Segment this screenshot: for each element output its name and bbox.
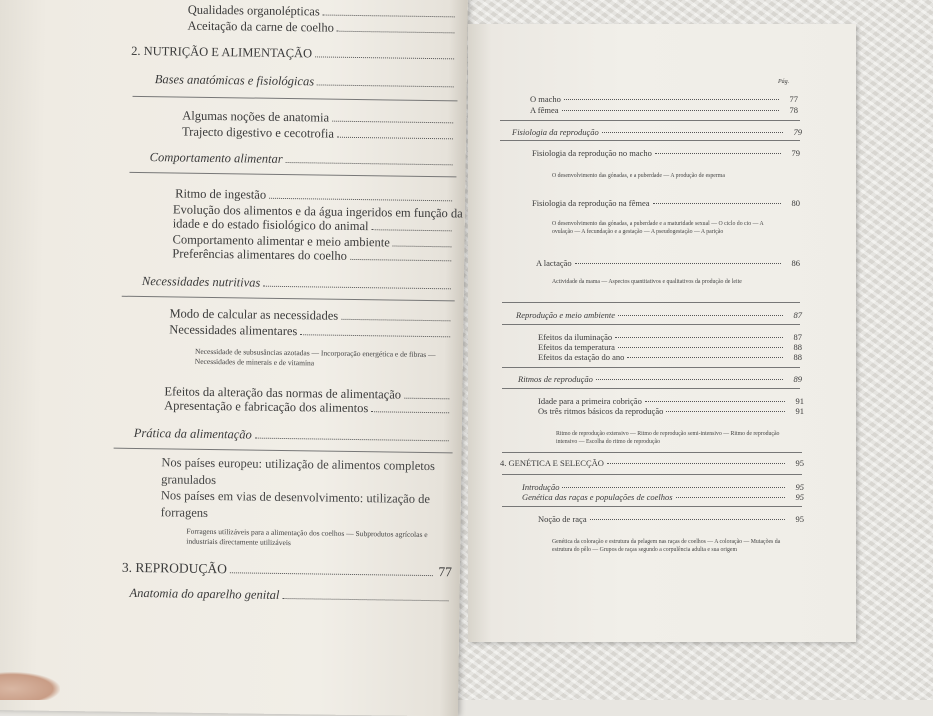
toc-entry: Fisiologia da reprodução na fêmea 80 (532, 198, 800, 208)
toc-entry: Efeitos da temperatura 88 (538, 342, 802, 352)
toc-line: Evolução dos alimentos e da água ingeridos em função da (172, 202, 463, 221)
toc-line: Algumas noções de anatomia (182, 109, 456, 128)
toc-entry: Fisiologia da reprodução no macho 79 (532, 148, 800, 158)
toc-subtopics: O desenvolvimento das gónadas, a puberdade e a maturidade sexual — O ciclo do cio — A ovulação — A fecundação e a gestação — A pseudogestação — A parição (552, 221, 764, 235)
toc-line: Comportamento alimentar e meio ambiente (172, 232, 454, 251)
toc-section: Introdução 95 (522, 482, 804, 492)
toc-subtopics: Genética da coloração e estrutura da pelagem nas raças de coelhos — A coloração — Mutações da estrutura do pêlo — Grupos de raças segundo a corpulência adulta e sua origem (552, 539, 781, 553)
thumb (0, 672, 60, 700)
toc-section: Comportamento alimentar (150, 150, 456, 169)
toc-line: Preferências alimentares do coelho (172, 246, 454, 265)
toc-line: Qualidades organolépticas (188, 3, 458, 22)
toc-entry: A fêmea 78 (530, 105, 798, 115)
toc-entry: Efeitos da iluminação 87 (538, 332, 802, 342)
toc-subtopics: Necessidade de subsusâncias azotadas — Incorporação energética e de fibras — Necessidades de minerais e de vitamina (194, 346, 436, 368)
toc-chapter: 2. NUTRIÇÃO E ALIMENTAÇÃO (131, 44, 457, 64)
toc-section: Anatomia do aparelho genital (129, 586, 451, 605)
toc-section: Prática da alimentação (134, 426, 452, 445)
toc-subtopics: Forragens utilizáveis para a alimentação dos coelhos — Subprodutos agrícolas e industriais directamente utilizáveis (186, 526, 428, 548)
toc-subtopics: Ritmo de reprodução extensivo — Ritmo de reprodução semi-intensivo — Ritmo de reprodução intensivo — Escolha do ritmo de reprodução (556, 431, 780, 445)
toc-chapter: 3. REPRODUÇÃO 77 (121, 559, 453, 580)
toc-chapter: 4. GENÉTICA E SELECÇÃO 95 (500, 458, 804, 468)
toc-entry: Efeitos da estação do ano 88 (538, 352, 802, 362)
toc-section: Reprodução e meio ambiente 87 (516, 310, 802, 320)
toc-section: Fisiologia da reprodução 79 (512, 127, 802, 137)
toc-line: Ritmo de ingestão (175, 186, 455, 205)
toc-line: Modo de calcular as necessidades (169, 306, 453, 325)
toc-subtopics: Actividade da mama — Aspectos quantitativos e qualitativos da produção de leite (552, 279, 742, 285)
toc-entry: Os três ritmos básicos da reprodução 91 (538, 406, 804, 416)
toc-entry: Noção de raça 95 (538, 514, 804, 524)
toc-entry: Idade para a primeira cobrição 91 (538, 396, 804, 406)
toc-section: Bases anatómicas e fisiológicas (155, 72, 457, 91)
toc-subtopics: O desenvolvimento das gónadas, e a puberdade — A produção de esperma (552, 173, 725, 179)
page-column-header: Pág. (778, 79, 790, 85)
toc-entry: O macho 77 (530, 94, 798, 104)
toc-section: Genética das raças e populações de coelhos 95 (522, 492, 804, 502)
toc-section: Ritmos de reprodução 89 (518, 374, 802, 384)
toc-line: Aceitação da carne de coelho (187, 19, 457, 38)
toc-line: Nos países europeu: utilização de alimentos completos granulados (161, 455, 436, 488)
toc-line: Nos países em vias de desenvolvimento: utilização de forragens (160, 488, 431, 520)
toc-line: Necessidades alimentares (169, 322, 453, 341)
toc-entry: A lactação 86 (536, 258, 800, 268)
toc-line: Apresentação e fabricação dos alimentos (164, 398, 452, 417)
toc-section: Necessidades nutritivas (142, 274, 454, 293)
toc-line: Efeitos da alteração das normas de alimentação (164, 384, 452, 403)
toc-line: idade e do estado fisiológico do animal (173, 216, 455, 235)
toc-line: Trajecto digestivo e cecotrofia (182, 125, 456, 144)
right-page (468, 24, 856, 642)
